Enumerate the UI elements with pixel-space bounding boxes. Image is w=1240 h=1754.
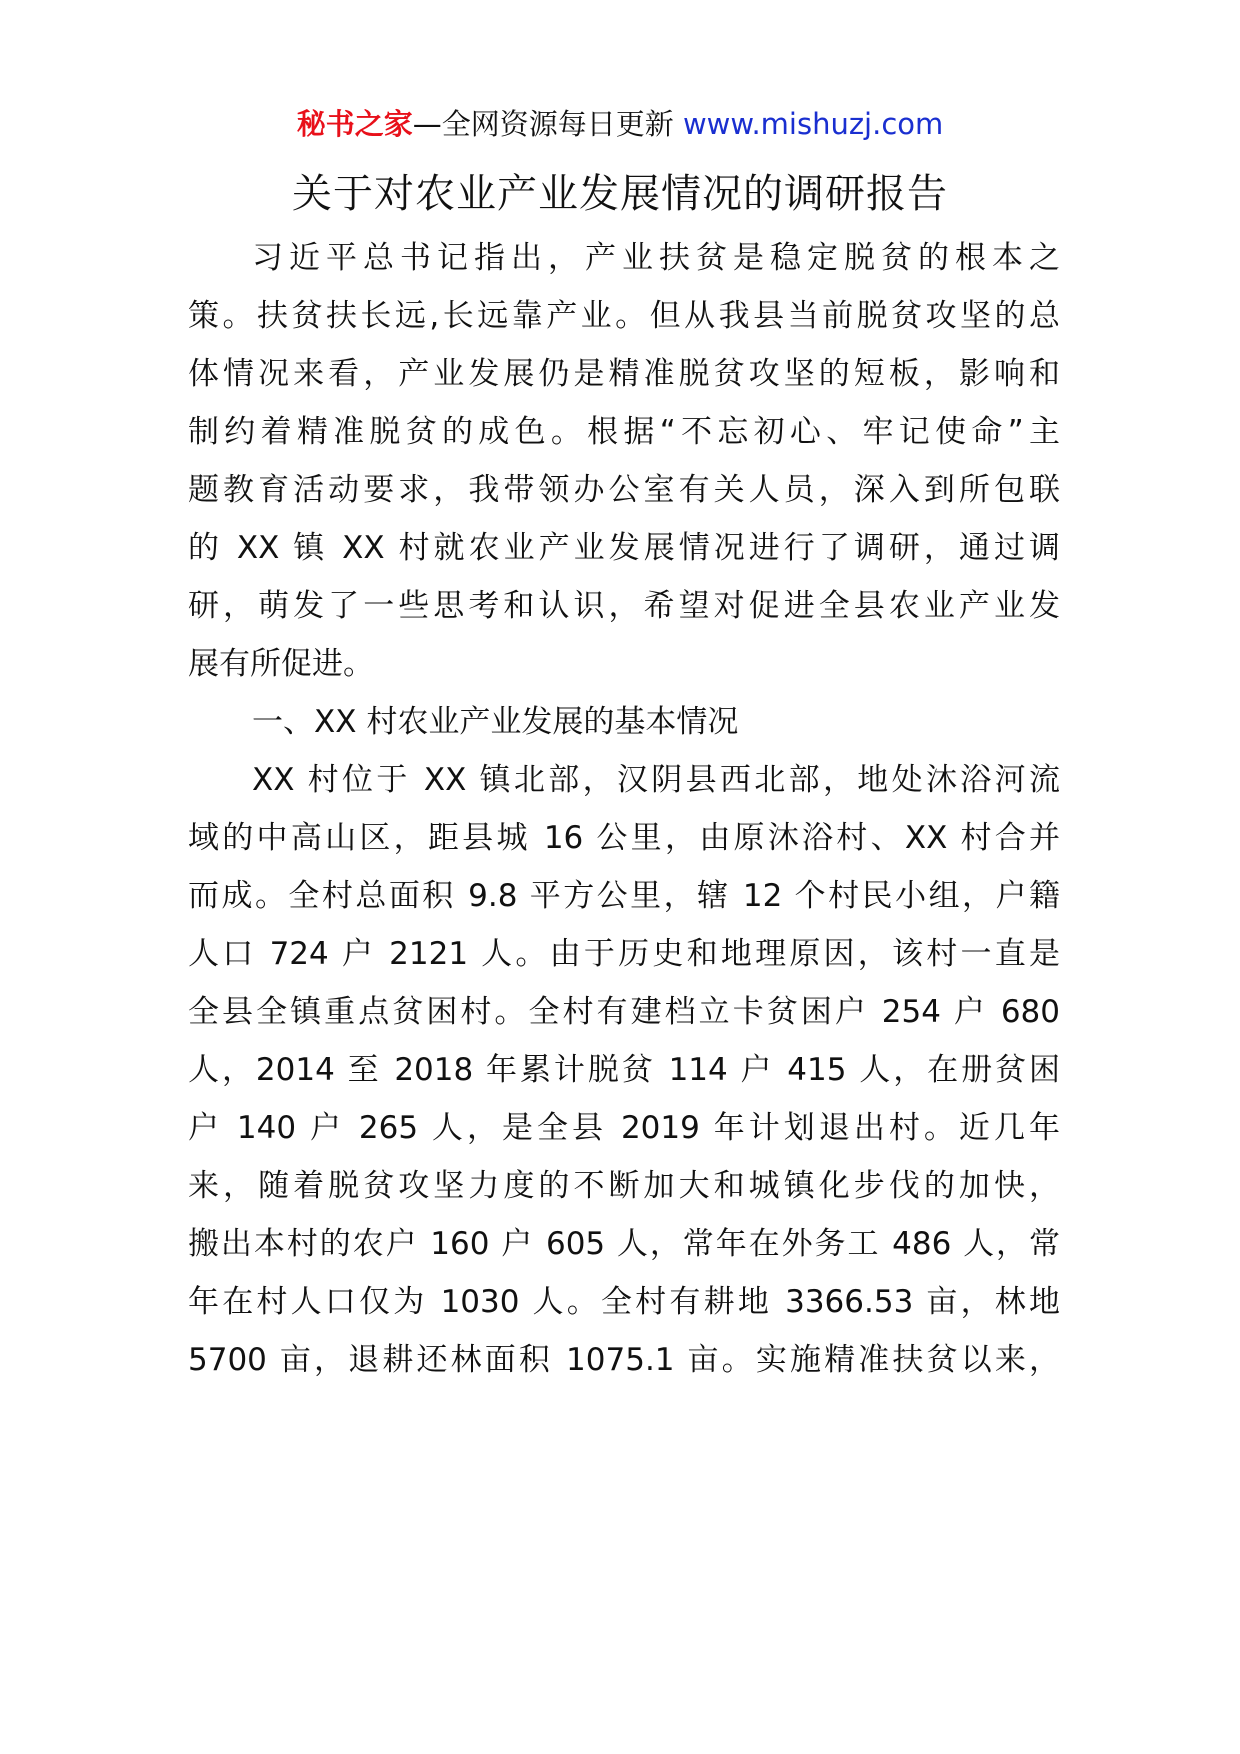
paragraph-line: 户 140 户 265 人，是全县 2019 年计划退出村。近几年 [188,1110,1060,1146]
paragraph-line: 题教育活动要求，我带领办公室有关人员，深入到所包联 [188,472,1060,508]
paragraph-line: 域的中高山区，距县城 16 公里，由原沐浴村、XX 村合并 [188,820,1060,856]
paragraph-line: 人，2014 至 2018 年累计脱贫 114 户 415 人，在册贫困 [188,1052,1060,1088]
paragraph-line: 制约着精准脱贫的成色。根据“不忘初心、牢记使命”主 [188,414,1060,450]
paragraph-line: 全县全镇重点贫困村。全村有建档立卡贫困户 254 户 680 [188,994,1060,1030]
site-tagline: —全网资源每日更新 [412,107,674,141]
paragraph-line: 展有所促进。 [188,646,374,682]
site-url-link[interactable]: www.mishuzj.com [682,107,944,141]
paragraph-line: 的 XX 镇 XX 村就农业产业发展情况进行了调研，通过调 [188,530,1060,566]
document-title: 关于对农业产业发展情况的调研报告 [292,171,948,217]
paragraph-line: XX 村位于 XX 镇北部，汉阴县西北部，地处沐浴河流 [252,762,1060,798]
paragraph-line: 来，随着脱贫攻坚力度的不断加大和城镇化步伐的加快， [188,1168,1060,1204]
paragraph-line: 年在村人口仅为 1030 人。全村有耕地 3366.53 亩，林地 [188,1284,1060,1320]
paragraph-line: 人口 724 户 2121 人。由于历史和地理原因，该村一直是 [188,936,1060,972]
paragraph-line: 而成。全村总面积 9.8 平方公里，辖 12 个村民小组，户籍 [188,878,1060,914]
paragraph-line: 研，萌发了一些思考和认识，希望对促进全县农业产业发 [188,588,1060,624]
section-heading: 一、XX 村农业产业发展的基本情况 [252,704,739,740]
site-header [0,104,1240,144]
paragraph-line: 策。扶贫扶长远,长远靠产业。但从我县当前脱贫攻坚的总 [188,298,1060,334]
paragraph-line: 5700 亩，退耕还林面积 1075.1 亩。实施精准扶贫以来， [188,1342,1060,1378]
site-brand: 秘书之家 [296,107,413,141]
paragraph-line: 习近平总书记指出，产业扶贫是稳定脱贫的根本之 [252,240,1060,276]
paragraph-line: 搬出本村的农户 160 户 605 人，常年在外务工 486 人，常 [188,1226,1060,1262]
paragraph-line: 体情况来看，产业发展仍是精准脱贫攻坚的短板，影响和 [188,356,1060,392]
